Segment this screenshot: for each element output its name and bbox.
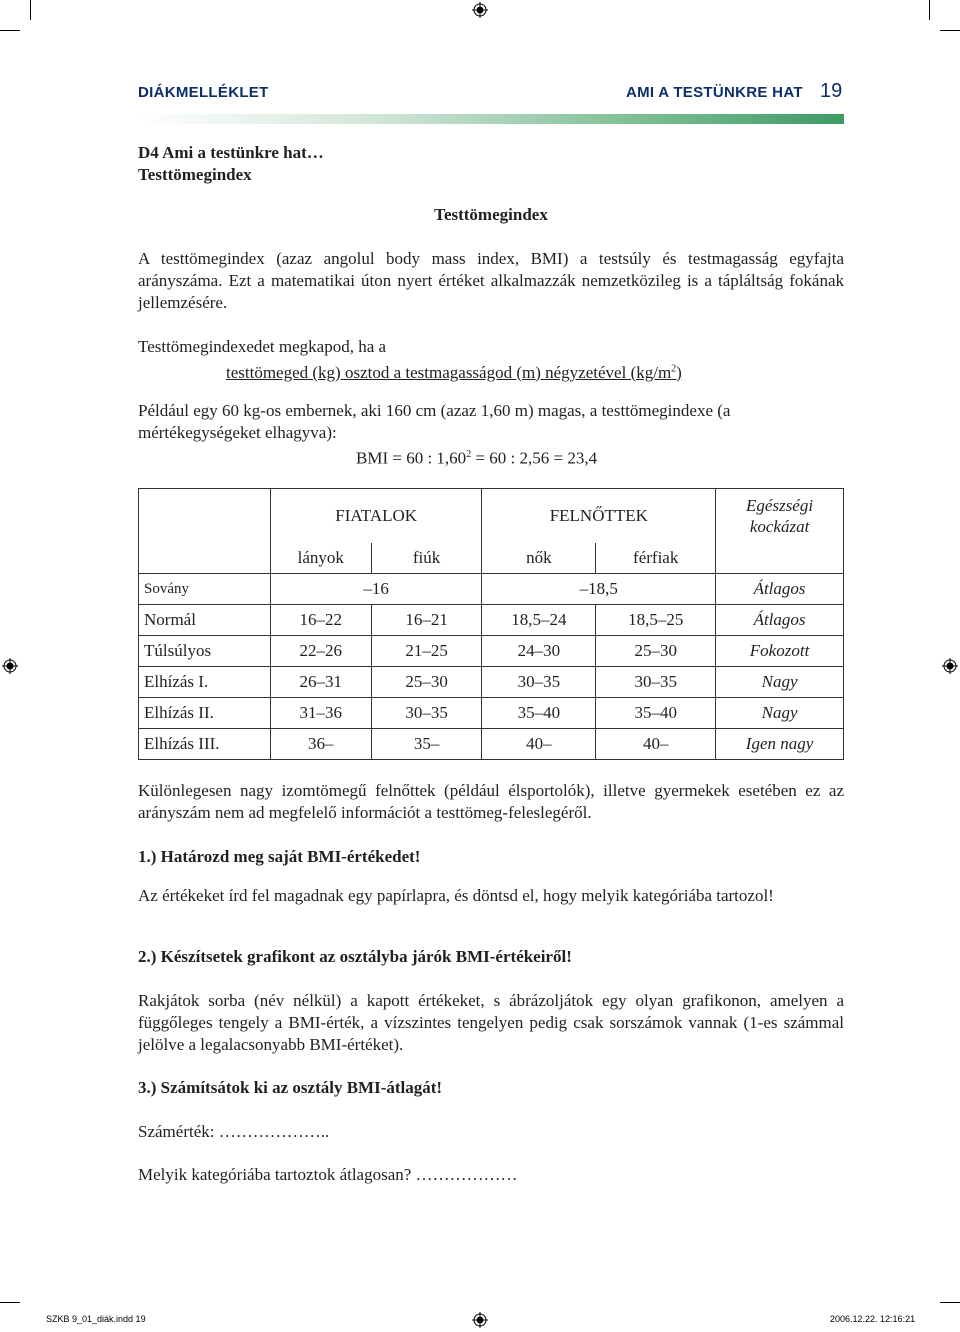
example-paragraph: Például egy 60 kg-os embernek, aki 160 cm (azaz 1,60 m) magas, a testtömegindexe (a mértékegységeket elhagyva): xyxy=(138,401,731,442)
cell-risk: Átlagos xyxy=(716,605,844,636)
cell-women: 24–30 xyxy=(482,636,596,667)
row-label: Elhízás I. xyxy=(139,667,271,698)
registration-mark-icon xyxy=(2,658,18,674)
cell-boys: 21–25 xyxy=(371,636,482,667)
cell-risk: Igen nagy xyxy=(716,729,844,760)
cell-adult: –18,5 xyxy=(482,574,716,605)
table-row xyxy=(139,729,844,760)
example-calc-a: BMI = 60 : 1,60 xyxy=(356,448,467,468)
sub-header-risk-empty xyxy=(716,543,844,574)
table-row xyxy=(139,574,844,605)
section-line-1: D4 Ami a testünkre hat… xyxy=(138,143,324,162)
cell-girls: 31–36 xyxy=(270,698,371,729)
risk-header-2: kockázat xyxy=(749,517,810,536)
risk-header-1: Egészségi xyxy=(746,496,814,515)
cell-young: –16 xyxy=(270,574,482,605)
example-calc xyxy=(356,444,756,470)
crop-mark xyxy=(929,0,930,20)
cell-men: 18,5–25 xyxy=(596,605,716,636)
formula-intro: Testtömegindexedet megkapod, ha a xyxy=(138,337,387,356)
cell-boys: 30–35 xyxy=(371,698,482,729)
section-line-2: Testtömegindex xyxy=(138,165,252,184)
cell-women: 30–35 xyxy=(482,667,596,698)
table-corner-cell xyxy=(139,489,271,574)
section-title xyxy=(138,142,844,186)
registration-mark-icon xyxy=(472,2,488,18)
footer-file: SZKB 9_01_diák.indd 19 xyxy=(46,1314,146,1324)
header-left: DIÁKMELLÉKLET xyxy=(138,84,269,101)
row-label: Sovány xyxy=(139,574,271,605)
crop-mark xyxy=(30,0,31,20)
task2-text: Rakjátok sorba (név nélkül) a kapott értékeket, s ábrázoljátok egy olyan grafikonon, amelyen a függőleges tengely a BMI-érték, a vízszintes tengelyen pedig csak sorszámok vannak (1-es számmal jelölve a legalacsonyabb BMI-értéket). xyxy=(138,991,844,1054)
intro-paragraph: A testtömegindex (azaz angolul body mass index, BMI) a testsúly és testmagasság egyfajta arányszáma. Ezt a matematikai úton nyert értéket alkalmazzák nemzetközileg is a tápláltság fokának jellemzésére. xyxy=(138,249,844,312)
calc-label: Számérték: ……………….. xyxy=(138,1122,330,1141)
task1-text: Az értékeket írd fel magadnak egy papírlapra, és döntsd el, hogy melyik kategóriába tartozol! xyxy=(138,886,774,905)
note-paragraph: Különlegesen nagy izomtömegű felnőttek (például élsportolók), illetve gyermekek esetében ez az arányszám nem ad megfelelő információt a testtömeg-feleslegéről. xyxy=(138,781,844,822)
formula-sup: 2 xyxy=(671,363,677,374)
task3-title: 3.) Számítsátok ki az osztály BMI-átlagát! xyxy=(138,1078,443,1097)
row-label: Elhízás III. xyxy=(139,729,271,760)
header-right: AMI A TESTÜNKRE HAT xyxy=(626,84,803,101)
cell-risk: Átlagos xyxy=(716,574,844,605)
cell-girls: 16–22 xyxy=(270,605,371,636)
cell-boys: 16–21 xyxy=(371,605,482,636)
crop-mark xyxy=(940,30,960,31)
formula-end: ) xyxy=(676,362,682,382)
cell-girls: 26–31 xyxy=(270,667,371,698)
footer-date: 2006.12.22. 12:16:21 xyxy=(830,1314,916,1324)
registration-mark-icon xyxy=(472,1312,488,1328)
cell-women: 35–40 xyxy=(482,698,596,729)
sub-header-men: férfiak xyxy=(596,543,716,574)
cell-girls: 22–26 xyxy=(270,636,371,667)
cell-men: 30–35 xyxy=(596,667,716,698)
table-row xyxy=(139,636,844,667)
registration-mark-icon xyxy=(942,658,958,674)
sub-header-girls: lányok xyxy=(270,543,371,574)
group-young-header: FIATALOK xyxy=(270,489,482,544)
bmi-table xyxy=(138,488,844,760)
cell-men: 35–40 xyxy=(596,698,716,729)
table-row xyxy=(139,698,844,729)
task2-title: 2.) Készítsetek grafikont az osztályba járók BMI-értékeiről! xyxy=(138,947,572,966)
example-calc-sup: 2 xyxy=(466,449,472,460)
sub-header-boys: fiúk xyxy=(371,543,482,574)
crop-mark xyxy=(0,1302,20,1303)
risk-header xyxy=(716,489,844,544)
crop-mark xyxy=(0,30,20,31)
cell-risk: Nagy xyxy=(716,698,844,729)
row-label: Túlsúlyos xyxy=(139,636,271,667)
formula-line xyxy=(226,358,846,384)
task1-title: 1.) Határozd meg saját BMI-értékedet! xyxy=(138,847,421,866)
cell-boys: 25–30 xyxy=(371,667,482,698)
cell-women: 18,5–24 xyxy=(482,605,596,636)
table-group-header-row xyxy=(139,489,844,544)
page-number: 19 xyxy=(820,80,843,102)
formula-text: testtömeged (kg) osztod a testmagasságod (m) négyzetével (kg/m xyxy=(226,362,672,382)
cell-men: 40– xyxy=(596,729,716,760)
cell-girls: 36– xyxy=(270,729,371,760)
sub-header-women: nők xyxy=(482,543,596,574)
page-heading: Testtömegindex xyxy=(434,205,548,224)
row-label: Elhízás II. xyxy=(139,698,271,729)
category-question: Melyik kategóriába tartoztok átlagosan? ……………… xyxy=(138,1165,518,1184)
table-row xyxy=(139,667,844,698)
group-adult-header: FELNŐTTEK xyxy=(482,489,716,544)
table-row xyxy=(139,605,844,636)
header-rule xyxy=(138,114,844,124)
cell-women: 40– xyxy=(482,729,596,760)
cell-men: 25–30 xyxy=(596,636,716,667)
cell-risk: Nagy xyxy=(716,667,844,698)
cell-risk: Fokozott xyxy=(716,636,844,667)
crop-mark xyxy=(940,1302,960,1303)
row-label: Normál xyxy=(139,605,271,636)
cell-boys: 35– xyxy=(371,729,482,760)
example-calc-b: = 60 : 2,56 = 23,4 xyxy=(471,448,598,468)
